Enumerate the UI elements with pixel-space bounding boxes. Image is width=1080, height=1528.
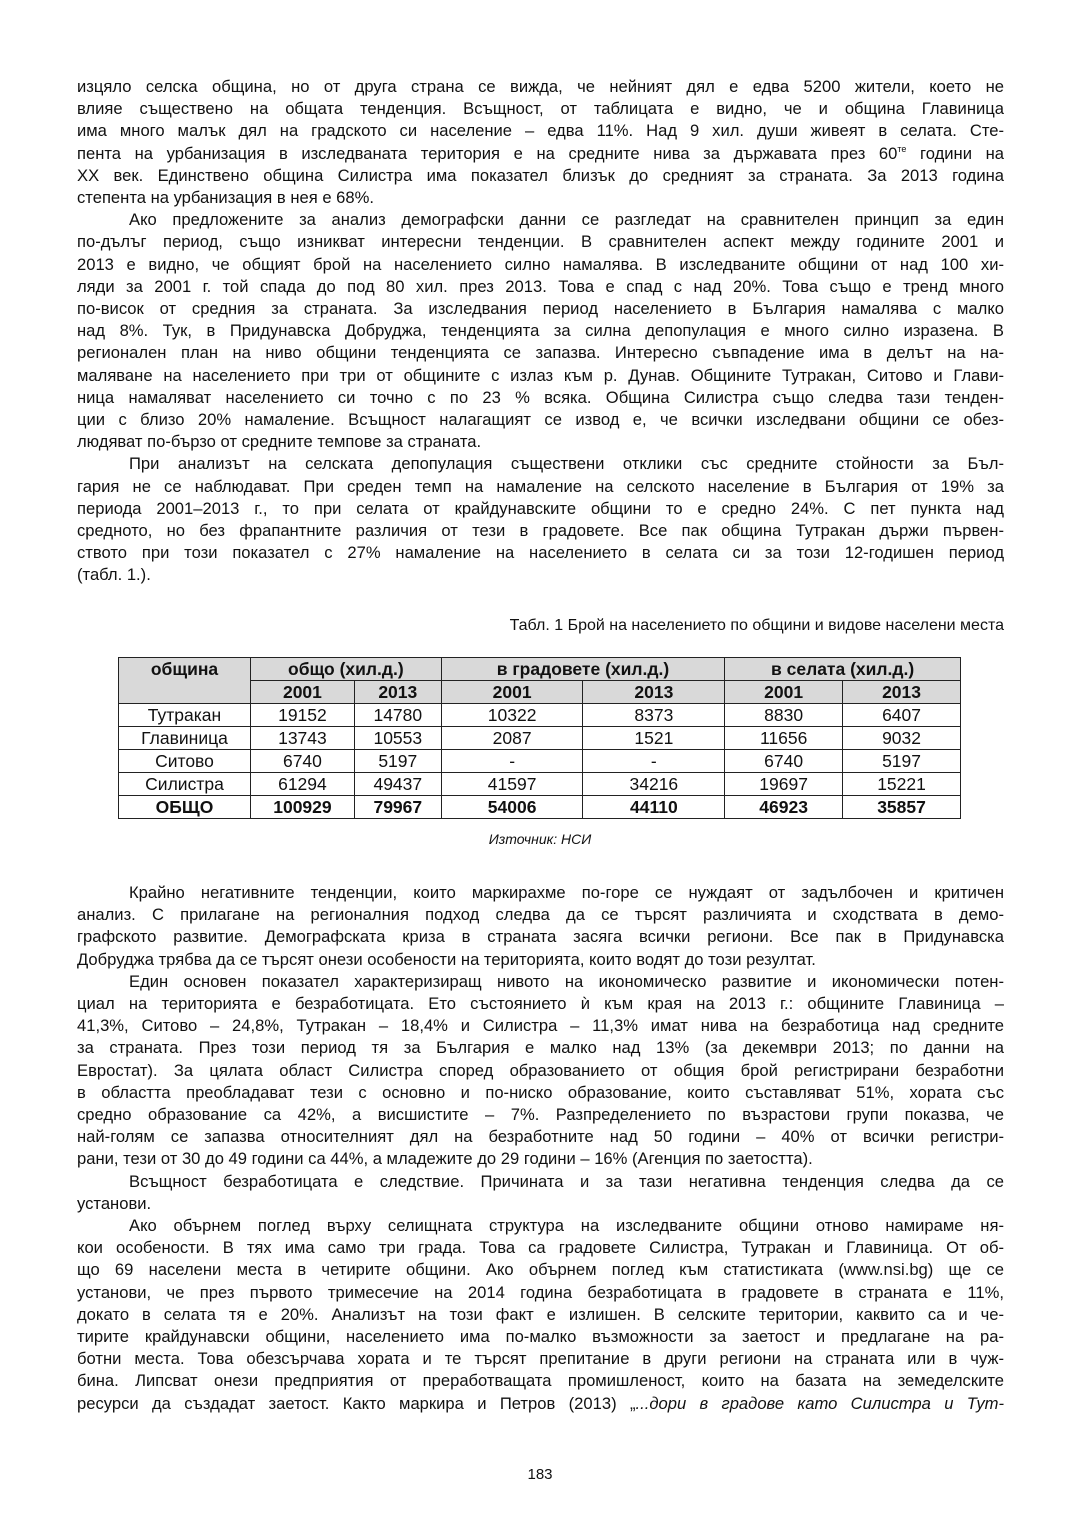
text-block-top [77, 76, 1004, 653]
cell: 100929 [251, 796, 355, 819]
cell: 44110 [583, 796, 725, 819]
text-line: графското развитие. Демографската криза в страната засяга всички региони. Все пак в Придунавска [77, 927, 1004, 947]
header-total: общо (хил.д.) [251, 658, 442, 681]
text-line: кои особености. В тях има само три града. Това са градовете Силистра, Тутракан и Главиница. От об- [77, 1238, 1004, 1258]
text-line: людяват по-бързо от средните темпове за страната. [77, 432, 482, 452]
table-row [119, 704, 961, 727]
text-line: що 69 населени места в четирите общини. Ако обърнем поглед към статистиката (www.nsi.bg) ще се [77, 1260, 1004, 1280]
header-year: 2013 [354, 681, 441, 704]
text-line: над 8%. Тук, в Придунавска Добруджа, тенденцията за силна депопулация е много силно изразена. В [77, 321, 1004, 341]
text-block-bottom [77, 882, 1004, 1415]
page-number: 183 [527, 1466, 553, 1483]
text-line: регионален план на ниво общини тенденцията се запазва. Интересно съвпадение има в делът на на- [77, 343, 1004, 363]
cell-municipality: Главиница [119, 727, 251, 750]
cell: 1521 [583, 727, 725, 750]
cell: 5197 [843, 750, 961, 773]
cell: 11656 [725, 727, 843, 750]
cell-total-label: ОБЩО [119, 796, 251, 819]
text-line: в областта преобладават тези с основно и по-ниско образование, които съставляват 51%, хората със [77, 1082, 1004, 1102]
text-line: степента на урбанизация в нея е 68%. [77, 188, 374, 208]
text-line: за страната. През този период тя за България е малко над 13% (за декември 2013; по данни на [77, 1038, 1004, 1058]
paragraph-4 [77, 882, 1004, 971]
text-line: (табл. 1.). [77, 565, 151, 585]
text-line: рани, тези от 30 до 49 години са 44%, а младежите до 29 години – 16% (Агенция по заетостта). [77, 1149, 813, 1169]
cell: 5197 [354, 750, 441, 773]
cell: - [583, 750, 725, 773]
header-municipality: община [119, 658, 251, 704]
text-line: средното, но без фрапантните различия от тези в градовете. Все пак община Тутракан държи първен- [77, 521, 1004, 541]
text-line: ботни места. Това обезсърчава хората и те търсят препитание в други региони на страната или в чуж- [77, 1349, 1004, 1369]
text-line: установи. [77, 1193, 152, 1213]
paragraph-2 [77, 209, 1004, 453]
text-line: Добруджа трябва да се търсят онези особености на територията, които водят до този резултат. [77, 949, 816, 969]
header-year: 2001 [441, 681, 583, 704]
table-total-row [119, 796, 961, 819]
cell-municipality: Тутракан [119, 704, 251, 727]
text-line: Един основен показател характеризиращ нивото на икономическо развитие и икономически потен- [129, 971, 1004, 991]
cell: 8373 [583, 704, 725, 727]
text-line: ляди за 2001 г. той спада до под 80 хил. през 2013. Това е спад с над 20%. Това също е тренд много [77, 276, 1004, 296]
text-line [77, 1393, 1004, 1415]
cell: 6407 [843, 704, 961, 727]
cell: 35857 [843, 796, 961, 819]
text-line: При анализът на селската депопулация съществени отклики със средните стойности за Бъл- [129, 454, 1004, 474]
quotation: ...дори в градове като Силистра и Тут- [635, 1393, 1005, 1413]
cell: 15221 [843, 773, 961, 796]
cell-municipality: Ситово [119, 750, 251, 773]
text-line: изцяло селска община, но от друга страна се вижда, че нейният дял е едва 5200 жители, което не [77, 77, 1004, 96]
text-line: по-висок от средния за страната. За изследвания период населението в България намалява с малко [77, 299, 1004, 319]
text-line: има много малък дял на градското си население – едва 11%. Над 9 хил. души живеят в селата. Сте- [77, 121, 1004, 141]
cell: 34216 [583, 773, 725, 796]
text-line: бина. Липсват онези предприятия от преработващата промишленост, които на базата на земеделските [77, 1371, 1004, 1391]
text-line: периода 2001–2013 г., то при селата от крайдунавските общини то е средно 24%. С пет пункта над [77, 498, 1004, 518]
paragraph-3 [77, 453, 1004, 586]
text-line: 41,3%, Ситово – 24,8%, Тутракан – 18,4% и Силистра – 11,3% имат нива на безработица над средните [77, 1016, 1004, 1036]
cell: 8830 [725, 704, 843, 727]
header-villages: в селата (хил.д.) [725, 658, 961, 681]
paragraph-7 [77, 1215, 1004, 1415]
text-fragment: пента на урбанизация в изследваната територия е на средните нива за държавата през 60 [77, 143, 898, 163]
table-row [119, 727, 961, 750]
text-fragment: години на [906, 143, 1004, 163]
header-towns: в градовете (хил.д.) [441, 658, 724, 681]
cell: 49437 [354, 773, 441, 796]
text-line: влияе съществено на общата тенденция. Всъщност, от таблицата е видно, че и община Главиница [77, 99, 1004, 119]
text-line: маляване на населението при три от общините с излаз към р. Дунав. Общините Тутракан, Ситово и Глави- [77, 365, 1004, 385]
cell: 19152 [251, 704, 355, 727]
text-line: най-голям се запазва относителният дял на безработните над 50 години – 40% от всички регистри- [77, 1127, 1004, 1147]
cell: 79967 [354, 796, 441, 819]
table-row [119, 750, 961, 773]
text-line: циал на територията е безработицата. Ето състоянието ѝ към края на 2013 г.: общините Главиница – [77, 994, 1004, 1014]
header-year: 2001 [251, 681, 355, 704]
text-line: 2013 е видно, че общият брой на населението силно намалява. В изследваните общини от над 100 хи- [77, 254, 1004, 274]
paragraph-5 [77, 971, 1004, 1171]
cell: 10553 [354, 727, 441, 750]
text-line [77, 143, 1004, 165]
table-caption: Табл. 1 Брой на населението по общини и видове населени места [509, 616, 1004, 634]
table-row [119, 773, 961, 796]
text-line: Крайно негативните тенденции, които маркирахме по-горе се нуждаят от задълбочен и критичен [129, 883, 1004, 902]
cell: 9032 [843, 727, 961, 750]
cell: 46923 [725, 796, 843, 819]
text-line: XX век. Единствено община Силистра има показател близък до средният за страната. За 2013 година [77, 165, 1004, 185]
text-line: докато в селата тя е 20%. Анализът на този факт е излишен. В селските територии, каквито са и че- [77, 1304, 1004, 1324]
cell: 14780 [354, 704, 441, 727]
header-year: 2001 [725, 681, 843, 704]
cell: 6740 [251, 750, 355, 773]
cell: 19697 [725, 773, 843, 796]
table-header-row [119, 658, 961, 681]
text-line: Ако обърнем поглед върху селищната структура на изследваните общини отново намираме ня- [129, 1216, 1004, 1236]
cell-municipality: Силистра [119, 773, 251, 796]
text-line: средно образование са 42%, а висшистите – 7%. Разпределението по възрастови групи показва, че [77, 1105, 1004, 1125]
text-line: тирите крайдунавски общини, населението има по-малко възможности за заетост и предлагане на ра- [77, 1327, 1004, 1347]
text-line: установи, че през първото тримесечие на 2014 година безработицата в градовете в страната е 11%, [77, 1282, 1004, 1302]
table-source: Източник: НСИ [488, 831, 592, 847]
cell: - [441, 750, 583, 773]
text-line: анализ. С прилагане на регионалния подход следва да се търсят различията и сходствата в демо- [77, 905, 1004, 925]
cell: 6740 [725, 750, 843, 773]
paragraph-6 [77, 1171, 1004, 1215]
cell: 10322 [441, 704, 583, 727]
text-line: по-дълъг период, също изникват интересни тенденции. В сравнителен аспект между годините 2001 и [77, 232, 1004, 252]
cell: 41597 [441, 773, 583, 796]
superscript: те [897, 143, 907, 154]
cell: 61294 [251, 773, 355, 796]
text-line: ции с близо 20% намаление. Всъщност налагащият се извод е, че всички изследвани общини се обез- [77, 410, 1004, 430]
cell: 2087 [441, 727, 583, 750]
text-line: Евростат). За цялата област Силистра според образованието от общия брой регистрирани безработни [77, 1060, 1004, 1080]
cell: 54006 [441, 796, 583, 819]
text-line: Ако предложените за анализ демографски данни се разгледат на сравнителен принцип за един [129, 210, 1004, 230]
cell: 13743 [251, 727, 355, 750]
paragraph-1 [77, 76, 1004, 209]
text-fragment: ресурси да създадат заетост. Както маркира и Петров (2013) „ [77, 1393, 636, 1413]
header-year: 2013 [843, 681, 961, 704]
header-year: 2013 [583, 681, 725, 704]
text-line: гария не се наблюдават. При среден темп на намаление на селското население в България от 19% за [77, 476, 1004, 496]
text-line: Всъщност безработицата е следствие. Причината и за тази негативна тенденция следва да се [129, 1171, 1004, 1191]
text-line: ството при този показател с 27% намаление на населението в селата си за този 12-годишен период [77, 543, 1004, 563]
population-table [118, 657, 961, 819]
text-line: ница намаляват населението си точно с по 23 % всяка. Община Силистра също следва тази тенден- [77, 387, 1004, 407]
